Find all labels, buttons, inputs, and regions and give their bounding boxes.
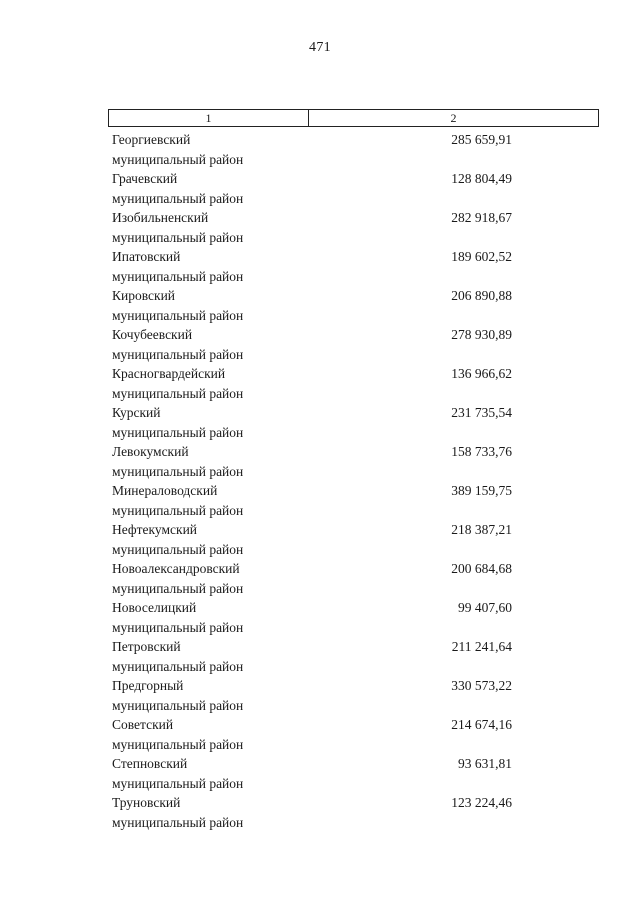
- district-name: Новоселицкий: [112, 600, 197, 615]
- amount-cell: 128 804,49: [451, 171, 512, 186]
- district-name: Труновский: [112, 795, 181, 810]
- district-type: муниципальный район: [112, 385, 244, 401]
- district-name: Предгорный: [112, 678, 184, 693]
- district-name-cell: [112, 559, 243, 598]
- table-row: [112, 325, 512, 364]
- amount-cell: 330 573,22: [451, 678, 512, 693]
- amount-cell: 278 930,89: [451, 327, 512, 342]
- district-name-cell: [112, 247, 243, 286]
- district-type: муниципальный район: [112, 619, 244, 635]
- amount-cell: 99 407,60: [458, 600, 512, 615]
- table-row: [112, 364, 512, 403]
- table-row: [112, 793, 512, 832]
- district-type: муниципальный район: [112, 580, 244, 596]
- district-name-cell: [112, 520, 243, 559]
- district-name: Советский: [112, 717, 174, 732]
- district-name: Новоалександровский: [112, 561, 240, 576]
- district-type: муниципальный район: [112, 268, 244, 284]
- district-name-cell: [112, 169, 243, 208]
- table-body: [112, 130, 512, 832]
- table-row: [112, 598, 512, 637]
- amount-cell: 158 733,76: [451, 444, 512, 459]
- amount-cell: 231 735,54: [451, 405, 512, 420]
- district-type: муниципальный район: [112, 346, 244, 362]
- district-type: муниципальный район: [112, 775, 244, 791]
- district-name: Ипатовский: [112, 249, 181, 264]
- amount-cell: 200 684,68: [451, 561, 512, 576]
- amount-cell: 206 890,88: [451, 288, 512, 303]
- table-row: [112, 520, 512, 559]
- district-type: муниципальный район: [112, 736, 244, 752]
- district-name: Левокумский: [112, 444, 189, 459]
- district-name-cell: [112, 793, 243, 832]
- table-row: [112, 403, 512, 442]
- amount-cell: 389 159,75: [451, 483, 512, 498]
- table-row: [112, 286, 512, 325]
- district-name: Нефтекумский: [112, 522, 198, 537]
- amount-cell: 282 918,67: [451, 210, 512, 225]
- district-type: муниципальный район: [112, 502, 244, 518]
- table-row: [112, 676, 512, 715]
- district-type: муниципальный район: [112, 307, 244, 323]
- district-type: муниципальный район: [112, 814, 244, 830]
- district-type: муниципальный район: [112, 424, 244, 440]
- district-name: Степновский: [112, 756, 188, 771]
- table-row: [112, 130, 512, 169]
- table-row: [112, 559, 512, 598]
- district-name: Кочубеевский: [112, 327, 193, 342]
- table-row: [112, 481, 512, 520]
- district-name: Петровский: [112, 639, 181, 654]
- district-type: муниципальный район: [112, 190, 244, 206]
- district-name-cell: [112, 325, 243, 364]
- district-name: Георгиевский: [112, 132, 191, 147]
- district-type: муниципальный район: [112, 541, 244, 557]
- district-name-cell: [112, 403, 243, 442]
- district-name-cell: [112, 481, 243, 520]
- district-name: Минераловодский: [112, 483, 218, 498]
- district-type: муниципальный район: [112, 151, 244, 167]
- district-name-cell: [112, 637, 243, 676]
- district-type: муниципальный район: [112, 229, 244, 245]
- district-name-cell: [112, 286, 243, 325]
- amount-cell: 123 224,46: [451, 795, 512, 810]
- district-name-cell: [112, 715, 243, 754]
- table-row: [112, 637, 512, 676]
- district-name-cell: [112, 676, 243, 715]
- amount-cell: 136 966,62: [451, 366, 512, 381]
- table-header: [108, 109, 599, 127]
- district-name-cell: [112, 208, 243, 247]
- amount-cell: 93 631,81: [458, 756, 512, 771]
- district-name: Кировский: [112, 288, 176, 303]
- table-row: [112, 715, 512, 754]
- amount-cell: 218 387,21: [451, 522, 512, 537]
- district-type: муниципальный район: [112, 463, 244, 479]
- district-name: Курский: [112, 405, 161, 420]
- table-row: [112, 442, 512, 481]
- table-row: [112, 247, 512, 286]
- district-name-cell: [112, 598, 243, 637]
- header-column-1: 1: [109, 110, 309, 126]
- district-name-cell: [112, 130, 243, 169]
- table-row: [112, 208, 512, 247]
- district-name: Красногвардейский: [112, 366, 226, 381]
- district-name-cell: [112, 442, 243, 481]
- amount-cell: 214 674,16: [451, 717, 512, 732]
- table-row: [112, 754, 512, 793]
- amount-cell: 189 602,52: [451, 249, 512, 264]
- amount-cell: 211 241,64: [451, 639, 512, 654]
- district-name-cell: [112, 754, 243, 793]
- district-name: Грачевский: [112, 171, 178, 186]
- page-number: 471: [309, 40, 331, 55]
- district-name-cell: [112, 364, 243, 403]
- header-column-2: 2: [450, 111, 457, 125]
- table-row: [112, 169, 512, 208]
- district-type: муниципальный район: [112, 658, 244, 674]
- amount-cell: 285 659,91: [451, 132, 512, 147]
- district-type: муниципальный район: [112, 697, 244, 713]
- district-name: Изобильненский: [112, 210, 209, 225]
